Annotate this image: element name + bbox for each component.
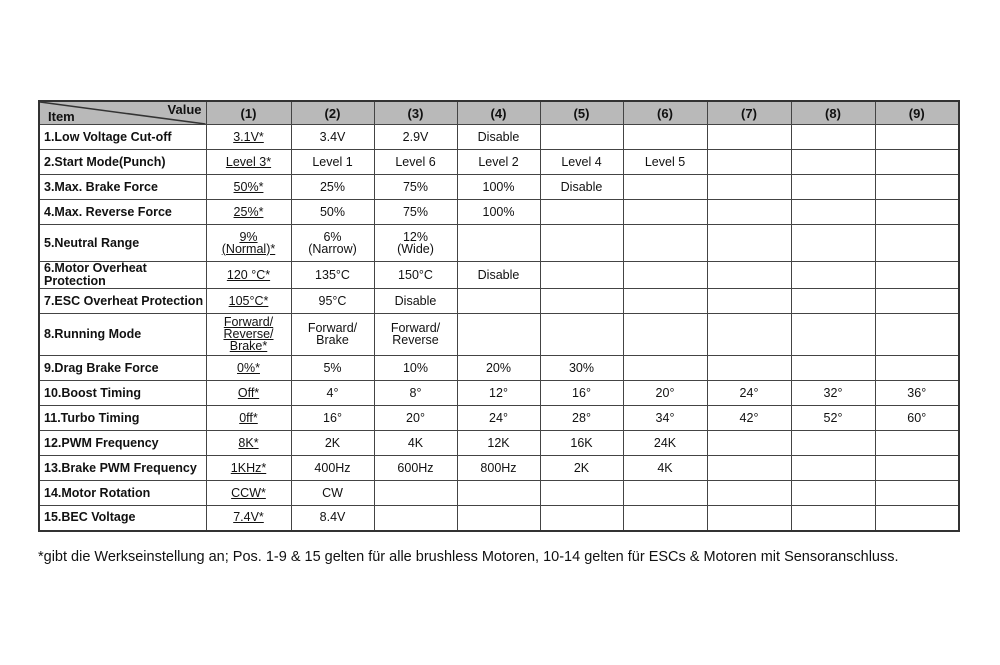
value-cell [791,175,875,200]
value-cell [457,431,540,456]
value-text: 75% [402,204,429,219]
value-cell [875,262,959,289]
value-text: 24K [653,435,677,450]
value-text: 12K [487,435,510,450]
table-row [39,381,959,406]
column-header: (4) [457,101,540,125]
value-cell [707,481,791,506]
value-cell [791,456,875,481]
value-cell [707,381,791,406]
value-cell [457,314,540,356]
value-cell [457,125,540,150]
value-cell [707,456,791,481]
value-cell [291,506,374,531]
default-value-cell [206,175,291,200]
column-header: (6) [623,101,707,125]
table-row [39,262,959,289]
value-text: 8.4V [319,510,346,525]
default-value-cell [206,200,291,225]
item-name-cell: 14.Motor Rotation [39,481,206,506]
value-cell [791,431,875,456]
value-cell [707,314,791,356]
value-text: 2.9V [402,129,429,144]
value-cell [791,225,875,262]
value-text: 4K [407,435,424,450]
value-cell [875,225,959,262]
value-text: 8° [409,385,422,400]
value-cell [374,262,457,289]
value-cell [707,150,791,175]
value-text: 50% [319,204,346,219]
value-text: 60° [907,410,927,425]
value-cell [540,431,623,456]
value-text: 5% [323,360,342,375]
value-text: Disable [394,293,437,308]
value-text: Forward/ Reverse [390,321,441,347]
value-text: 4° [326,385,339,400]
value-label: Value [167,102,202,117]
value-cell [291,356,374,381]
value-cell [291,150,374,175]
column-header: (7) [707,101,791,125]
value-text: Disable [560,179,603,194]
table-row [39,175,959,200]
item-name-cell: 8.Running Mode [39,314,206,356]
value-cell [540,289,623,314]
value-cell [875,381,959,406]
value-cell [457,506,540,531]
parameter-table [38,100,960,532]
value-text: 52° [823,410,843,425]
value-cell [291,381,374,406]
header-row [39,101,959,125]
default-value-cell [206,150,291,175]
value-text: Level 2 [478,154,519,169]
value-text: 34° [655,410,675,425]
value-cell [707,406,791,431]
value-cell [291,262,374,289]
value-cell [875,125,959,150]
value-cell [623,262,707,289]
item-name-cell: 3.Max. Brake Force [39,175,206,200]
value-cell [623,225,707,262]
table-row [39,125,959,150]
table-row [39,406,959,431]
value-cell [707,225,791,262]
value-text: 400Hz [314,460,351,475]
value-text: 16° [323,410,342,425]
value-cell [875,506,959,531]
default-value-cell [206,506,291,531]
value-cell [291,456,374,481]
value-cell [291,406,374,431]
default-value-cell [206,456,291,481]
value-cell [791,406,875,431]
value-cell [875,314,959,356]
default-value-cell [206,125,291,150]
item-name-cell: 15.BEC Voltage [39,506,206,531]
value-cell [291,200,374,225]
default-value: 50%* [233,179,264,194]
value-cell [791,150,875,175]
value-text: 4K [657,460,673,475]
value-cell [291,314,374,356]
default-value: 120 °C* [226,267,271,282]
default-value: 1KHz* [230,460,267,475]
value-text: 2K [324,435,341,450]
value-cell [540,314,623,356]
value-cell [707,175,791,200]
default-value: 3.1V* [233,129,264,144]
value-cell [791,314,875,356]
value-text: 3.4V [319,129,346,144]
value-cell [374,356,457,381]
table-row [39,200,959,225]
value-cell [623,506,707,531]
value-cell [540,175,623,200]
value-cell [374,381,457,406]
value-cell [875,289,959,314]
value-text: 16° [572,385,591,400]
value-cell [540,262,623,289]
value-cell [540,356,623,381]
item-name-cell: 1.Low Voltage Cut-off [39,125,206,150]
item-name-cell: 10.Boost Timing [39,381,206,406]
default-value: 8K* [238,435,259,450]
value-cell [875,175,959,200]
column-header: (2) [291,101,374,125]
value-cell [707,262,791,289]
column-header: (1) [206,101,291,125]
value-text: Disable [477,267,520,282]
value-cell [791,289,875,314]
default-value-cell [206,406,291,431]
value-cell [623,289,707,314]
value-cell [291,481,374,506]
value-cell [791,356,875,381]
value-cell [791,481,875,506]
item-name-cell: 4.Max. Reverse Force [39,200,206,225]
value-text: 30% [568,360,595,375]
value-cell [374,481,457,506]
item-name-cell: 5.Neutral Range [39,225,206,262]
value-cell [623,381,707,406]
default-value: Level 3* [225,154,272,169]
value-cell [374,431,457,456]
value-cell [457,289,540,314]
value-cell [540,150,623,175]
value-text: 12% (Wide) [397,229,434,256]
value-cell [791,506,875,531]
default-value: 0ff* [239,410,258,425]
value-cell [623,456,707,481]
value-cell [623,481,707,506]
value-cell [457,381,540,406]
item-label: Item [48,109,75,124]
value-text: Disable [477,129,520,144]
value-text: 20% [485,360,512,375]
default-value-cell [206,289,291,314]
table-row [39,289,959,314]
default-value: 105°C* [228,293,269,308]
value-text: 95°C [318,293,347,308]
value-cell [623,431,707,456]
default-value-cell [206,314,291,356]
value-text: 100% [482,179,515,194]
value-cell [374,406,457,431]
value-text: 25% [319,179,346,194]
value-text: 24° [739,385,759,400]
column-header: (9) [875,101,959,125]
value-cell [457,225,540,262]
default-value: 9% (Normal)* [221,229,276,256]
value-cell [791,125,875,150]
value-cell [291,225,374,262]
value-cell [540,381,623,406]
value-cell [457,356,540,381]
value-text: Level 6 [395,154,436,169]
column-header: (8) [791,101,875,125]
default-value: Off* [237,385,260,400]
value-text: 10% [402,360,429,375]
default-value-cell [206,262,291,289]
value-text: 6% (Narrow) [308,229,357,256]
value-cell [291,175,374,200]
value-cell [707,431,791,456]
column-header: (5) [540,101,623,125]
value-cell [374,125,457,150]
value-text: Forward/ Brake [307,321,358,347]
item-name-cell: 2.Start Mode(Punch) [39,150,206,175]
value-cell [374,456,457,481]
table-row [39,150,959,175]
value-cell [875,200,959,225]
value-text: 600Hz [397,460,434,475]
default-value: 25%* [233,204,264,219]
value-cell [540,125,623,150]
value-cell [623,356,707,381]
value-cell [707,289,791,314]
value-text: 32° [823,385,843,400]
value-text: Level 1 [312,154,353,169]
value-text: 16K [570,435,593,450]
default-value-cell [206,225,291,262]
value-text: 24° [489,410,508,425]
value-cell [457,150,540,175]
value-cell [623,150,707,175]
default-value: 7.4V* [233,510,264,525]
value-text: 28° [572,410,591,425]
value-cell [540,200,623,225]
value-cell [875,431,959,456]
default-value-cell [206,481,291,506]
value-cell [374,289,457,314]
value-cell [791,262,875,289]
value-text: 20° [406,410,425,425]
item-name-cell: 12.PWM Frequency [39,431,206,456]
value-cell [457,175,540,200]
value-cell [707,200,791,225]
value-cell [540,506,623,531]
value-cell [374,225,457,262]
value-cell [707,506,791,531]
value-cell [457,456,540,481]
value-cell [875,356,959,381]
value-cell [875,406,959,431]
value-cell [457,200,540,225]
value-cell [540,225,623,262]
value-cell [875,481,959,506]
value-cell [791,381,875,406]
value-cell [374,150,457,175]
table-row [39,506,959,531]
value-text: 36° [907,385,927,400]
value-text: 2K [573,460,590,475]
default-value-cell [206,356,291,381]
value-cell [623,314,707,356]
default-value: CCW* [231,485,266,500]
default-value-cell [206,431,291,456]
value-cell [623,175,707,200]
value-text: 75% [402,179,429,194]
item-name-cell: 13.Brake PWM Frequency [39,456,206,481]
column-header: (3) [374,101,457,125]
value-text: 20° [655,385,675,400]
table-row [39,456,959,481]
table-row [39,314,959,356]
default-value-cell [206,381,291,406]
default-value: Forward/ Reverse/ Brake* [223,315,274,353]
item-name-cell: 7.ESC Overheat Protection [39,289,206,314]
default-value: 0%* [237,360,260,375]
value-text: 12° [489,385,508,400]
value-cell [540,481,623,506]
value-cell [457,481,540,506]
value-cell [707,356,791,381]
header-corner [39,101,206,125]
value-cell [707,125,791,150]
table-row [39,431,959,456]
value-text: Level 5 [644,154,686,169]
value-text: CW [322,485,343,500]
value-cell [623,125,707,150]
value-cell [457,262,540,289]
value-cell [374,200,457,225]
table-row [39,481,959,506]
value-text: 135°C [315,267,350,282]
table-row [39,356,959,381]
value-text: 100% [482,204,515,219]
value-cell [623,200,707,225]
table-row [39,225,959,262]
value-cell [875,456,959,481]
value-cell [875,150,959,175]
value-cell [291,125,374,150]
value-text: 42° [739,410,759,425]
value-cell [374,175,457,200]
value-cell [791,200,875,225]
value-cell [291,431,374,456]
value-text: 800Hz [480,460,517,475]
value-cell [291,289,374,314]
value-cell [374,506,457,531]
value-cell [540,406,623,431]
item-name-cell: 6.Motor Overheat Protection [39,262,206,289]
item-name-cell: 9.Drag Brake Force [39,356,206,381]
value-cell [374,314,457,356]
value-cell [540,456,623,481]
value-cell [623,406,707,431]
item-name-cell: 11.Turbo Timing [39,406,206,431]
footnote: *gibt die Werkseinstellung an; Pos. 1-9 & 15 gelten für alle brushless Motoren, 10-14 gelten für ESCs & Motoren mit Sensoranschluss. [38,549,899,565]
value-cell [457,406,540,431]
value-text: Level 4 [561,154,602,169]
value-text: 150°C [398,267,433,282]
